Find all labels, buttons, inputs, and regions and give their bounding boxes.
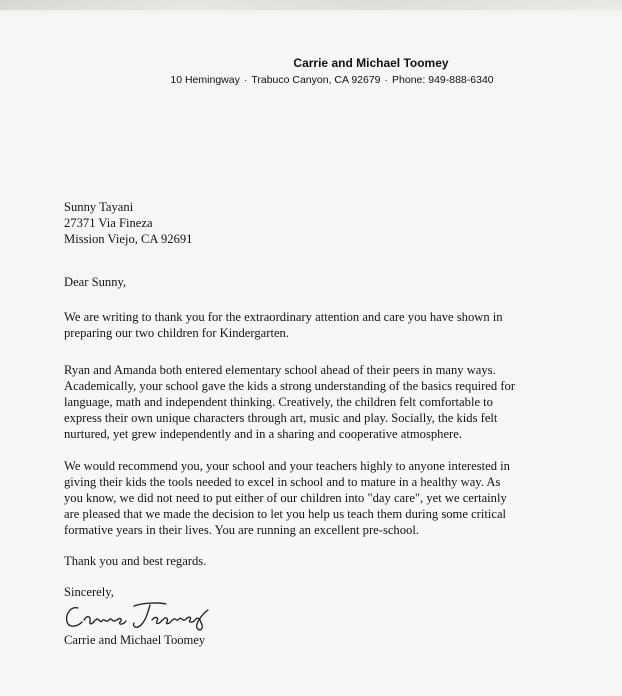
letterhead-city: Trabuco Canyon, CA 92679 — [251, 74, 381, 86]
paragraph-line: are pleased that we made the decision to let you help us teach them during some critical — [64, 507, 507, 521]
signer-name: Carrie and Michael Toomey — [64, 633, 206, 647]
letterhead-separator: · — [384, 74, 389, 86]
paragraph-regards — [64, 553, 572, 569]
letterhead-name: Carrie and Michael Toomey — [293, 56, 449, 70]
paragraph-recommend — [64, 458, 572, 538]
recipient-name: Sunny Tayani — [64, 200, 134, 214]
paragraph-line: language, math and independent thinking. Creatively, the children felt comfortable to — [64, 395, 493, 409]
paragraph-line: Ryan and Amanda both entered elementary school ahead of their peers in many ways. — [64, 363, 496, 377]
scan-edge — [0, 0, 622, 10]
paragraph-line: preparing our two children for Kindergarten. — [64, 326, 289, 340]
recipient-address — [64, 199, 572, 247]
paragraph-line: express their own unique characters through art, music and play. Socially, the kids felt — [64, 411, 498, 425]
paragraph-line: you know, we did not need to put either of our children into "day care", yet we certainly — [64, 491, 507, 505]
paragraph-line: Thank you and best regards. — [64, 554, 207, 568]
letterhead-separator: · — [243, 74, 248, 86]
letterhead-phone: Phone: 949-888-6340 — [392, 74, 494, 86]
handwritten-signature — [62, 598, 212, 634]
paragraph-thanks — [64, 309, 572, 341]
paragraph-line: formative years in their lives. You are running an excellent pre-school. — [64, 523, 419, 537]
recipient-city: Mission Viejo, CA 92691 — [64, 232, 193, 246]
paragraph-line: We would recommend you, your school and your teachers highly to anyone interested in — [64, 459, 510, 473]
paragraph-line: nurtured, yet grew independently and in a sharing and cooperative atmosphere. — [64, 427, 462, 441]
paragraph-children — [64, 362, 572, 442]
paragraph-line: giving their kids the tools needed to excel in school and to mature in a healthy way. As — [64, 475, 501, 489]
recipient-street: 27371 Via Fineza — [64, 216, 153, 230]
letterhead-street: 10 Hemingway — [170, 74, 240, 86]
salutation: Dear Sunny, — [64, 275, 127, 289]
letterhead — [0, 56, 622, 87]
paragraph-line: We are writing to thank you for the extraordinary attention and care you have shown in — [64, 310, 503, 324]
closing: Sincerely, — [64, 585, 114, 599]
paragraph-line: Academically, your school gave the kids a strong understanding of the basics required for — [64, 379, 516, 393]
letterhead-address — [0, 73, 622, 87]
